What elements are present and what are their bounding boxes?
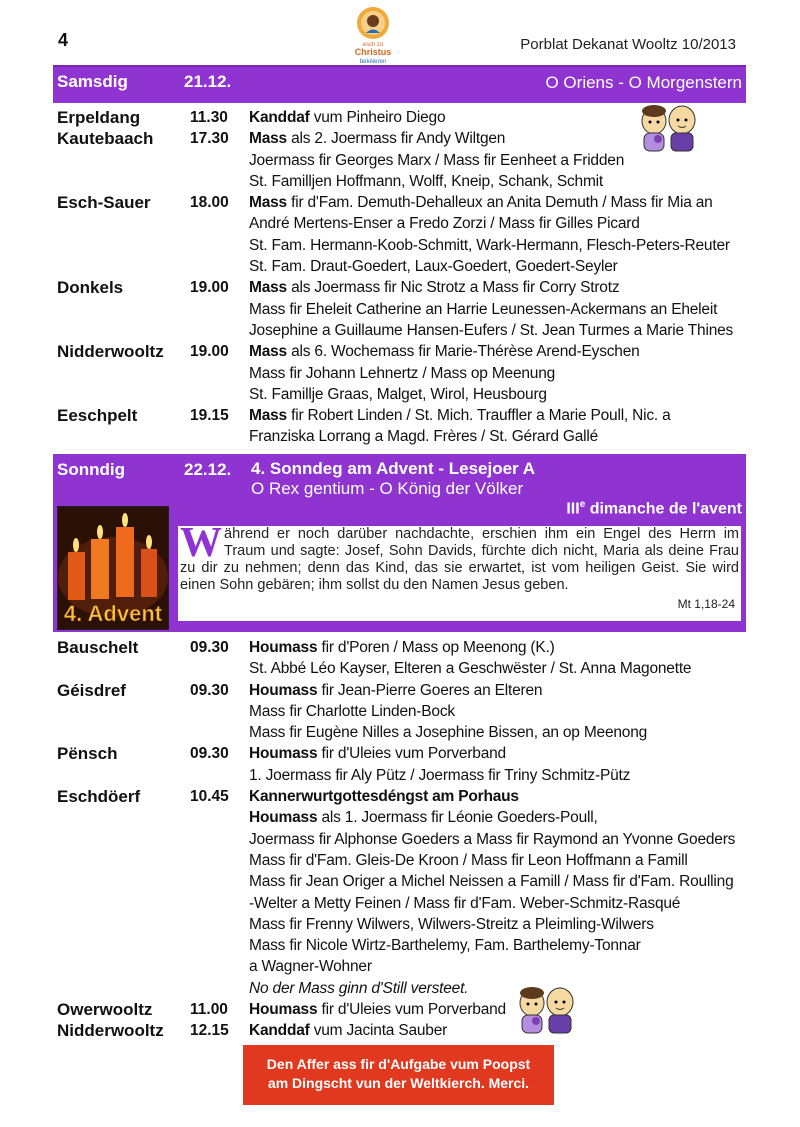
entry-detail: fir d'Poren / Mass op Meenong (K.) (317, 639, 555, 656)
schedule-entry (57, 405, 757, 448)
entry-keyword: Mass (249, 130, 287, 148)
saturday-feast: O Oriens - O Morgenstern (545, 73, 742, 92)
gospel-text: ährend er noch darüber nachdachte, erschien ihm ein Engel des Herrn im Traum und sagte: Josef, Sohn Davids, fürchte dich nicht, Maria als deine Frau zu dir zu nehmen; denn das Kind, das sie erwartet, ist vom heiligen Geist. Sie wird einen Sohn gebären; ihm sollst du den Namen Jesus geben. (180, 526, 739, 593)
entry-place: Eeschpelt (57, 406, 138, 426)
entry-text (249, 128, 505, 149)
entry-keyword: Kanddaf (249, 1022, 310, 1040)
entry-detail: als Joermass fir Nic Strotz a Mass fir Corry Strotz (286, 279, 620, 297)
entry-detail: fir d'Uleies vum Porverband (317, 1001, 506, 1019)
entry-detail: a Wagner-Wohner (249, 958, 372, 976)
entry-text (249, 850, 688, 871)
logo-line-3: bekéieren (359, 59, 387, 65)
entry-detail: St. Fam. Draut-Goedert, Laux-Goedert, Goedert-Seyler (249, 258, 618, 276)
entry-keyword: Mass (249, 407, 287, 425)
entry-place: Erpeldang (57, 108, 141, 127)
entry-line (57, 277, 757, 298)
entry-line (57, 405, 757, 426)
saturday-header (53, 65, 746, 103)
entry-text (249, 743, 506, 764)
entry-place: Nidderwooltz (57, 342, 164, 362)
entry-text (249, 893, 680, 914)
entry-keyword: Kanddaf (249, 109, 310, 126)
entry-place: Esch-Sauer (57, 193, 151, 213)
entry-text (249, 871, 734, 892)
schedule-entry (57, 1020, 757, 1041)
entry-line (57, 722, 757, 743)
sunday-day: Sonndig (57, 460, 125, 479)
entry-keyword: Kannerwurtgottesdéngst am Porhaus (249, 788, 519, 806)
entry-line (57, 341, 757, 362)
entry-line (57, 893, 757, 914)
entry-keyword: Houmass (249, 745, 318, 763)
entry-text (249, 807, 598, 828)
logo-line-1: esch zu (362, 42, 384, 48)
entry-keyword: Houmass (249, 639, 318, 656)
logo-line-2: Christus (354, 47, 392, 57)
entry-detail: St. Fam. Hermann-Koob-Schmitt, Wark-Hermann, Flesch-Peters-Reuter (249, 236, 730, 254)
entry-text (249, 765, 630, 786)
entry-text (249, 384, 547, 405)
entry-detail: vum Jacinta Sauber (309, 1022, 448, 1040)
entry-time: 19.15 (190, 407, 229, 425)
entry-keyword: Mass (249, 194, 287, 212)
entry-line (57, 171, 757, 192)
entry-detail: fir d'Uleies vum Porverband (317, 745, 506, 763)
entry-text (249, 829, 735, 850)
entry-detail: Mass fir Eugène Nilles a Josephine Bissen, an op Meenong (249, 724, 648, 742)
entry-detail: als 1. Joermass fir Léonie Goeders-Poull, (317, 809, 598, 827)
entry-text (249, 299, 717, 320)
entry-text (249, 999, 506, 1020)
entry-line (57, 956, 757, 977)
schedule-entry (57, 637, 757, 680)
gospel-drop-cap: W (180, 520, 222, 566)
entry-text (249, 935, 641, 956)
notice-line-2: am Dingscht vun der Weltkierch. Merci. (267, 1075, 530, 1091)
entry-detail: fir Robert Linden / St. Mich. Trauffler a Marie Poull, Nic. a (286, 407, 671, 425)
schedule-entry (57, 277, 757, 341)
entry-line (57, 871, 757, 892)
entry-text (249, 192, 713, 213)
entry-note: No der Mass ginn d'Still versteet. (249, 979, 469, 997)
entry-time: 09.30 (190, 681, 229, 699)
entry-time: 19.00 (190, 343, 229, 361)
entry-line (57, 850, 757, 871)
entry-detail: Mass fir Charlotte Linden-Bock (249, 702, 455, 720)
entry-line (57, 658, 757, 679)
entry-line (57, 384, 757, 405)
advent-image-label: 4. Advent (63, 601, 163, 626)
parish-logo (344, 6, 402, 68)
entry-detail: St. Famillje Graas, Malget, Wirol, Heusbourg (249, 385, 547, 403)
entry-line (57, 999, 757, 1020)
entry-line (57, 786, 757, 807)
entry-place: Donkels (57, 278, 124, 298)
schedule-entry (57, 999, 757, 1020)
entry-line (57, 829, 757, 850)
entry-time: 19.00 (190, 279, 229, 297)
saturday-schedule (57, 107, 757, 448)
page-number: 4 (58, 30, 69, 50)
entry-detail: als 6. Wochemass fir Marie-Thérèse Arend-Eyschen (286, 343, 640, 361)
entry-line (57, 426, 757, 447)
entry-keyword: Houmass (249, 681, 318, 699)
entry-line (57, 320, 757, 341)
entry-detail: Mass fir d'Fam. Gleis-De Kroon / Mass fir Leon Hoffmann a Famill (249, 851, 688, 869)
entry-time: 11.00 (190, 1001, 228, 1019)
entry-text (249, 150, 624, 171)
entry-place: Nidderwooltz (57, 1021, 164, 1041)
entry-detail: Mass fir Frenny Wilwers, Wilwers-Streitz a Pleimling-Wilwers (249, 915, 654, 933)
schedule-entry (57, 786, 757, 999)
entry-place: Kautebaach (57, 129, 154, 149)
sunday-antiphon: O Rex gentium - O König der Völker (251, 479, 524, 498)
entry-detail: -Welter a Metty Feinen / Mass fir d'Fam. Weber-Schmitz-Rasqué (249, 894, 681, 912)
entry-detail: St. Familljen Hoffmann, Wolff, Kneip, Schank, Schmit (249, 172, 604, 190)
notice-line-1: Den Affer ass fir d'Aufgabe vum Poopst (266, 1056, 531, 1072)
entry-time: 09.30 (190, 639, 229, 656)
saturday-date: 21.12. (184, 72, 232, 91)
entry-detail: Joermass fir Alphonse Goeders a Mass fir Raymond an Yvonne Goeders (249, 830, 736, 848)
entry-line (57, 701, 757, 722)
schedule-entry (57, 743, 757, 786)
entry-text (249, 320, 733, 341)
entry-line (57, 363, 757, 384)
schedule-entry (57, 680, 757, 744)
entry-detail: Mass fir Nicole Wirtz-Barthelemy, Fam. Barthelemy-Tonnar (249, 937, 641, 955)
entry-keyword: Houmass (249, 1001, 318, 1019)
entry-text (249, 363, 555, 384)
advent-candles-image (57, 506, 169, 630)
schedule-entry (57, 341, 757, 405)
children-cartoon-icon (636, 103, 702, 155)
entry-detail: André Mertens-Enser a Fredo Zorzi / Mass fir Gilles Picard (249, 215, 640, 233)
entry-detail: Josephine a Guillaume Hansen-Eufers / St. Jean Turmes a Marie Thines (249, 321, 734, 339)
entry-line (57, 256, 757, 277)
sunday-header (53, 454, 746, 632)
entry-text (249, 914, 654, 935)
entry-line (57, 299, 757, 320)
entry-text (249, 680, 542, 701)
entry-time: 18.00 (190, 194, 229, 212)
sunday-title: 4. Sonndeg am Advent - Lesejoer A (251, 459, 536, 478)
sunday-date: 22.12. (184, 460, 232, 479)
entry-line (57, 935, 757, 956)
entry-detail: Joermass fir Georges Marx / Mass fir Eenheet a Fridden (249, 151, 625, 169)
entry-detail: fir Jean-Pierre Goeres an Elteren (317, 681, 543, 699)
entry-time: 12.15 (190, 1022, 229, 1040)
entry-detail: fir d'Fam. Demuth-Dehalleux an Anita Demuth / Mass fir Mia an (286, 194, 713, 212)
entry-line (57, 807, 757, 828)
entry-text (249, 637, 555, 658)
publication-title: Porblat Dekanat Wooltz 10/2013 (520, 36, 736, 53)
entry-detail: Mass fir Jean Origer a Michel Neissen a Famill / Mass fir d'Fam. Roulling (249, 873, 734, 891)
entry-line (57, 235, 757, 256)
entry-text (249, 256, 618, 277)
entry-detail: Franziska Lorrang a Magd. Frères / St. Gérard Gallé (249, 428, 599, 446)
entry-text (249, 658, 691, 679)
entry-detail: 1. Joermass fir Aly Pütz / Joermass fir Triny Schmitz-Pütz (249, 766, 631, 784)
entry-text (249, 235, 730, 256)
entry-text (249, 1020, 447, 1041)
entry-text (249, 405, 671, 426)
entry-line (57, 192, 757, 213)
entry-line (57, 743, 757, 764)
entry-detail: vum Pinheiro Diego (309, 109, 446, 126)
gospel-reference: Mt 1,18-24 (677, 597, 735, 611)
entry-text (249, 956, 372, 977)
entry-text (249, 277, 619, 298)
entry-line (57, 637, 757, 658)
entry-text (249, 426, 598, 447)
entry-place: Eschdöerf (57, 787, 141, 807)
entry-time: 17.30 (190, 130, 229, 148)
entry-text (249, 722, 647, 743)
saturday-day: Samsdig (57, 72, 128, 91)
entry-time: 10.45 (190, 788, 229, 806)
entry-detail: Mass fir Johann Lehnertz / Mass op Meenung (249, 364, 556, 382)
entry-text (249, 107, 445, 128)
entry-place: Owerwooltz (57, 1000, 153, 1020)
entry-line (57, 680, 757, 701)
entry-line (57, 765, 757, 786)
entry-detail: St. Abbé Léo Kayser, Elteren a Geschwëster / St. Anna Magonette (249, 660, 692, 678)
entry-text (249, 786, 519, 807)
entry-text (249, 701, 455, 722)
entry-keyword: Mass (249, 343, 287, 361)
entry-keyword: Mass (249, 279, 287, 297)
entry-time: 09.30 (190, 745, 229, 763)
entry-place: Géisdref (57, 680, 126, 700)
entry-line (57, 914, 757, 935)
entry-detail: Mass fir Eheleit Catherine an Harrie Leunessen-Ackermans an Eheleit (249, 300, 718, 318)
sunday-french-title: IIIe dimanche de l'avent (566, 499, 742, 518)
entry-text (249, 341, 640, 362)
entry-text (249, 213, 640, 234)
gospel-reading (178, 520, 741, 621)
entry-line (57, 1020, 757, 1041)
entry-text (249, 171, 603, 192)
entry-keyword: Houmass (249, 809, 318, 827)
entry-time: 11.30 (190, 109, 228, 126)
entry-place: Bauschelt (57, 638, 139, 657)
schedule-entry (57, 192, 757, 277)
entry-line (57, 978, 757, 999)
offering-notice (243, 1045, 554, 1105)
entry-place: Pënsch (57, 744, 118, 764)
sunday-schedule (57, 637, 757, 1042)
entry-detail: als 2. Joermass fir Andy Wiltgen (286, 130, 506, 148)
children-cartoon-icon (514, 985, 580, 1037)
entry-line (57, 213, 757, 234)
